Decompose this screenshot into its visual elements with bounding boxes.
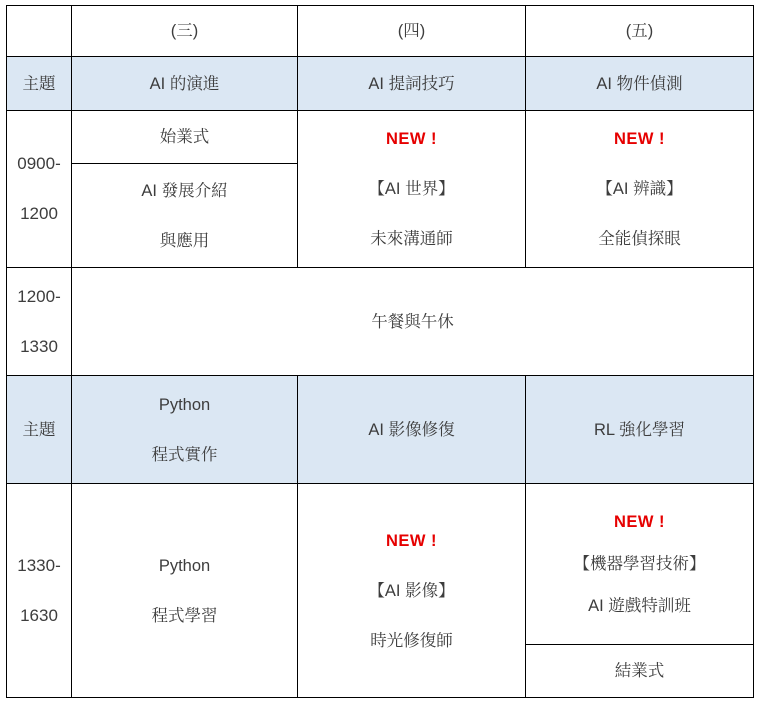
afternoon-fri-cell bbox=[526, 484, 754, 645]
morning-time-start: 0900- bbox=[17, 154, 61, 173]
morning-thu-stack bbox=[298, 129, 525, 249]
topic-pm-thu-cell bbox=[298, 376, 526, 484]
day-header-thu bbox=[298, 6, 526, 57]
lunch-label-cell bbox=[72, 268, 754, 376]
morning-thu-subtitle: 未來溝通師 bbox=[370, 230, 453, 248]
morning-thu-cell bbox=[298, 111, 526, 268]
topic-pm-fri: RL 強化學習 bbox=[593, 420, 686, 439]
topic-row-afternoon bbox=[7, 376, 754, 484]
topic-am-thu-cell bbox=[298, 57, 526, 111]
course-schedule-table bbox=[6, 5, 754, 698]
topic-am-label: 主題 bbox=[22, 74, 56, 93]
morning-wed-intro-stack bbox=[72, 181, 297, 251]
day-header-fri bbox=[526, 6, 754, 57]
closing-cell bbox=[526, 645, 754, 698]
day-header-fri-label: (五) bbox=[625, 22, 654, 40]
morning-time-end: 1200 bbox=[20, 204, 58, 223]
morning-time-cell bbox=[7, 111, 72, 268]
topic-pm-wed-line2: 程式實作 bbox=[151, 445, 218, 464]
morning-row-top bbox=[7, 111, 754, 164]
topic-am-wed-cell bbox=[72, 57, 298, 111]
morning-time-stack bbox=[7, 154, 71, 224]
day-header-thu-label: (四) bbox=[397, 22, 426, 40]
topic-pm-thu: AI 影像修復 bbox=[368, 420, 455, 439]
afternoon-fri-subtitle: AI 遊戲特訓班 bbox=[588, 597, 691, 615]
morning-wed-opening: 始業式 bbox=[159, 128, 210, 146]
afternoon-fri-title: 【機器學習技術】 bbox=[573, 555, 706, 573]
topic-pm-wed-cell bbox=[72, 376, 298, 484]
topic-am-fri-cell bbox=[526, 57, 754, 111]
topic-pm-wed-stack bbox=[72, 395, 297, 465]
afternoon-thu-new-badge: NEW ! bbox=[385, 531, 438, 550]
morning-wed-intro-cell bbox=[72, 164, 298, 268]
afternoon-time-end: 1630 bbox=[20, 605, 58, 625]
topic-row-morning bbox=[7, 57, 754, 111]
day-header-wed-label: (三) bbox=[170, 22, 199, 40]
topic-am-label-cell bbox=[7, 57, 72, 111]
morning-fri-title: 【AI 辨識】 bbox=[596, 180, 683, 198]
afternoon-wed-stack bbox=[72, 556, 297, 626]
afternoon-thu-title: 【AI 影像】 bbox=[368, 581, 455, 600]
afternoon-wed-cell bbox=[72, 484, 298, 698]
topic-pm-fri-cell bbox=[526, 376, 754, 484]
topic-am-thu: AI 提詞技巧 bbox=[368, 74, 455, 93]
afternoon-wed-line1: Python bbox=[158, 556, 211, 575]
afternoon-row-top bbox=[7, 484, 754, 645]
morning-wed-intro-line2: 與應用 bbox=[159, 231, 210, 250]
lunch-time-start: 1200- bbox=[17, 286, 61, 306]
afternoon-time-stack bbox=[7, 556, 71, 626]
morning-thu-new-badge: NEW ! bbox=[385, 130, 438, 148]
closing-label: 結業式 bbox=[614, 662, 665, 680]
schedule-table-wrapper bbox=[6, 5, 754, 698]
lunch-time-end: 1330 bbox=[20, 336, 58, 356]
lunch-time-stack bbox=[7, 287, 71, 357]
lunch-row bbox=[7, 268, 754, 376]
afternoon-thu-subtitle: 時光修復師 bbox=[370, 631, 453, 650]
topic-pm-label: 主題 bbox=[22, 420, 56, 439]
afternoon-time-cell bbox=[7, 484, 72, 698]
afternoon-thu-cell bbox=[298, 484, 526, 698]
afternoon-fri-stack bbox=[526, 512, 753, 616]
morning-thu-title: 【AI 世界】 bbox=[368, 180, 455, 198]
lunch-label: 午餐與午休 bbox=[371, 312, 454, 331]
afternoon-fri-new-badge: NEW ! bbox=[613, 513, 666, 531]
morning-fri-new-badge: NEW ! bbox=[613, 130, 666, 148]
morning-wed-opening-cell bbox=[72, 111, 298, 164]
topic-pm-label-cell bbox=[7, 376, 72, 484]
morning-wed-intro-line1: AI 發展介紹 bbox=[141, 181, 228, 200]
lunch-time-cell bbox=[7, 268, 72, 376]
day-header-wed bbox=[72, 6, 298, 57]
header-row bbox=[7, 6, 754, 57]
topic-am-fri: AI 物件偵測 bbox=[596, 74, 683, 93]
afternoon-wed-line2: 程式學習 bbox=[151, 606, 218, 625]
morning-fri-subtitle: 全能偵探眼 bbox=[598, 230, 681, 248]
afternoon-thu-stack bbox=[298, 531, 525, 651]
afternoon-time-start: 1330- bbox=[17, 555, 61, 575]
topic-pm-wed-line1: Python bbox=[158, 395, 211, 414]
morning-fri-stack bbox=[526, 129, 753, 249]
morning-fri-cell bbox=[526, 111, 754, 268]
topic-am-wed: AI 的演進 bbox=[149, 74, 220, 93]
corner-cell bbox=[7, 6, 72, 57]
